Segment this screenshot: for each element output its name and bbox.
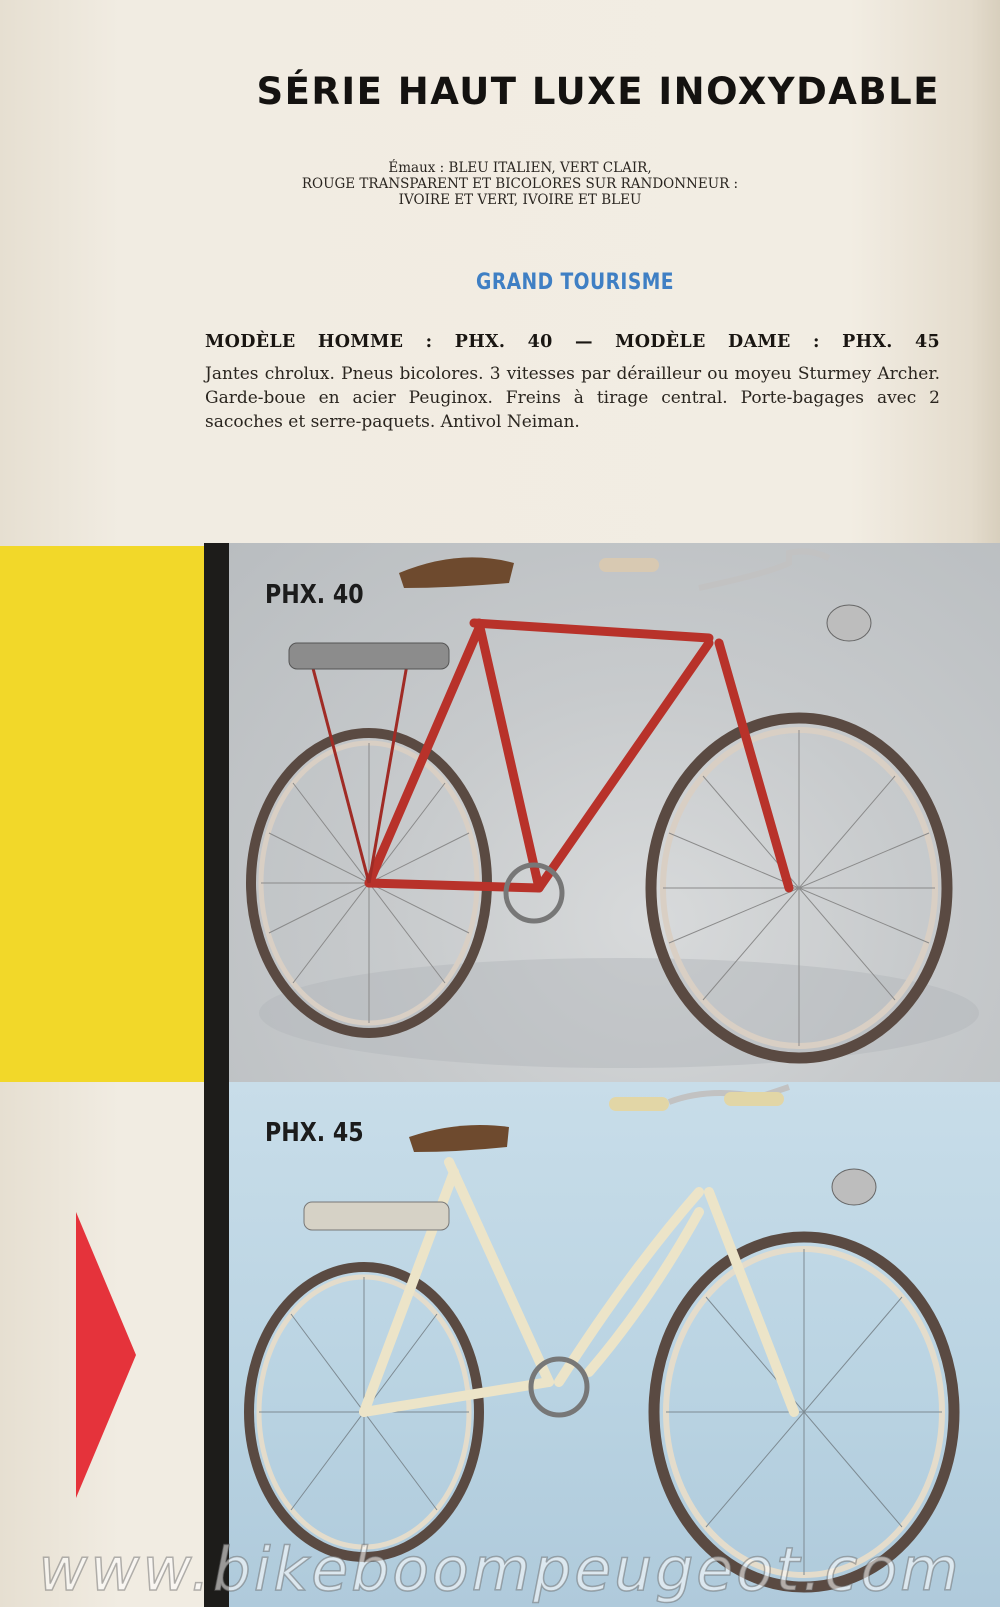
photo-label-phx45: PHX. 45 <box>265 1118 364 1148</box>
enamel-colors <box>300 160 740 208</box>
handlebar <box>699 551 829 588</box>
womens-bicycle-illustration <box>229 1082 1000 1607</box>
mens-bicycle-illustration <box>229 543 1000 1082</box>
grip <box>599 558 659 572</box>
rear-rack-bag <box>289 643 449 669</box>
headlamp <box>832 1169 876 1205</box>
enamel-line: IVOIRE ET VERT, IVOIRE ET BLEU <box>398 192 642 208</box>
page-title: SÉRIE HAUT LUXE INOXYDABLE <box>256 70 940 113</box>
model-description: Jantes chrolux. Pneus bicolores. 3 vitesses par dérailleur ou moyeu Sturmey Archer. Garde-boue en acier Peuginox. Freins à tirage central. Porte-bagages avec 2 sacoches et serre-paquets. Antivol Neiman. <box>205 364 940 432</box>
saddle <box>409 1125 509 1152</box>
grip <box>724 1092 784 1106</box>
red-arrow-marker <box>76 1212 136 1498</box>
model-numbers: MODÈLE HOMME : PHX. 40 — MODÈLE DAME : PHX. 45 <box>205 332 940 352</box>
headlamp <box>827 605 871 641</box>
enamel-line: ROUGE TRANSPARENT ET BICOLORES SUR RANDONNEUR : <box>301 176 739 192</box>
photo-label-phx40: PHX. 40 <box>265 580 364 610</box>
yellow-block <box>0 546 204 1082</box>
front-wheel <box>651 718 947 1058</box>
watermark: www.bikeboompeugeot.com <box>38 1535 962 1605</box>
section-subhead: GRAND TOURISME <box>476 270 674 295</box>
saddle <box>399 557 514 588</box>
dark-divider-bar <box>204 543 229 1607</box>
enamel-line: Émaux : BLEU ITALIEN, VERT CLAIR, <box>388 160 652 176</box>
rear-rack-bag <box>304 1202 449 1230</box>
grip <box>609 1097 669 1111</box>
